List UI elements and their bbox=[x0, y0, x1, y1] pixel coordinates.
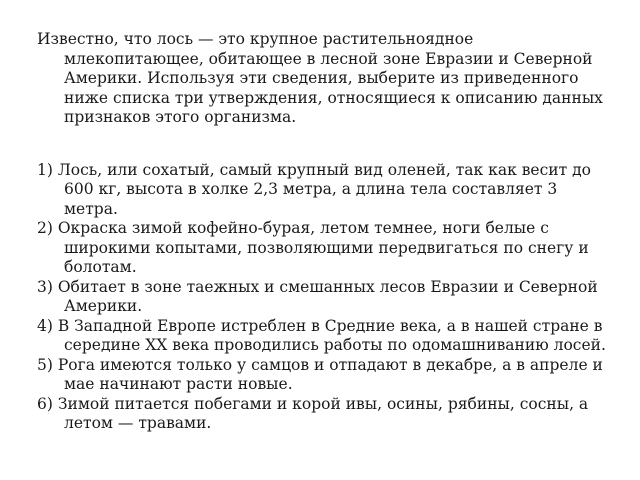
statement-1: 1) Лось, или сохатый, самый крупный вид оленей, так как весит до 600 кг, высота в холке 2,3 метра, а длина тела составляет 3 метра. bbox=[37, 160, 591, 218]
statement-4: 4) В Западной Европе истреблен в Средние века, а в нашей стране в середине XX века проводились работы по одомашниванию лосей. bbox=[37, 316, 606, 354]
statement-6: 6) Зимой питается побегами и корой ивы, осины, рябины, сосны, а летом — травами. bbox=[37, 394, 589, 432]
statement-5: 5) Рога имеются только у самцов и отпадают в декабре, а в апреле и мае начинают расти новые. bbox=[37, 355, 603, 393]
task-document bbox=[37, 30, 612, 434]
statement-3: 3) Обитает в зоне таежных и смешанных лесов Евразии и Северной Америки. bbox=[37, 277, 598, 315]
task-intro: Известно, что лось — это крупное растительноядное млекопитающее, обитающее в лесной зоне Евразии и Северной Америки. Используя эти сведения, выберите из приведенного ниже списка три утверждения, относящиеся к описанию данных признаков этого организма. bbox=[37, 30, 603, 126]
statement-list bbox=[37, 161, 612, 434]
statement-2: 2) Окраска зимой кофейно-бурая, летом темнее, ноги белые с широкими копытами, позволяющими передвигаться по снегу и болотам. bbox=[37, 219, 589, 276]
